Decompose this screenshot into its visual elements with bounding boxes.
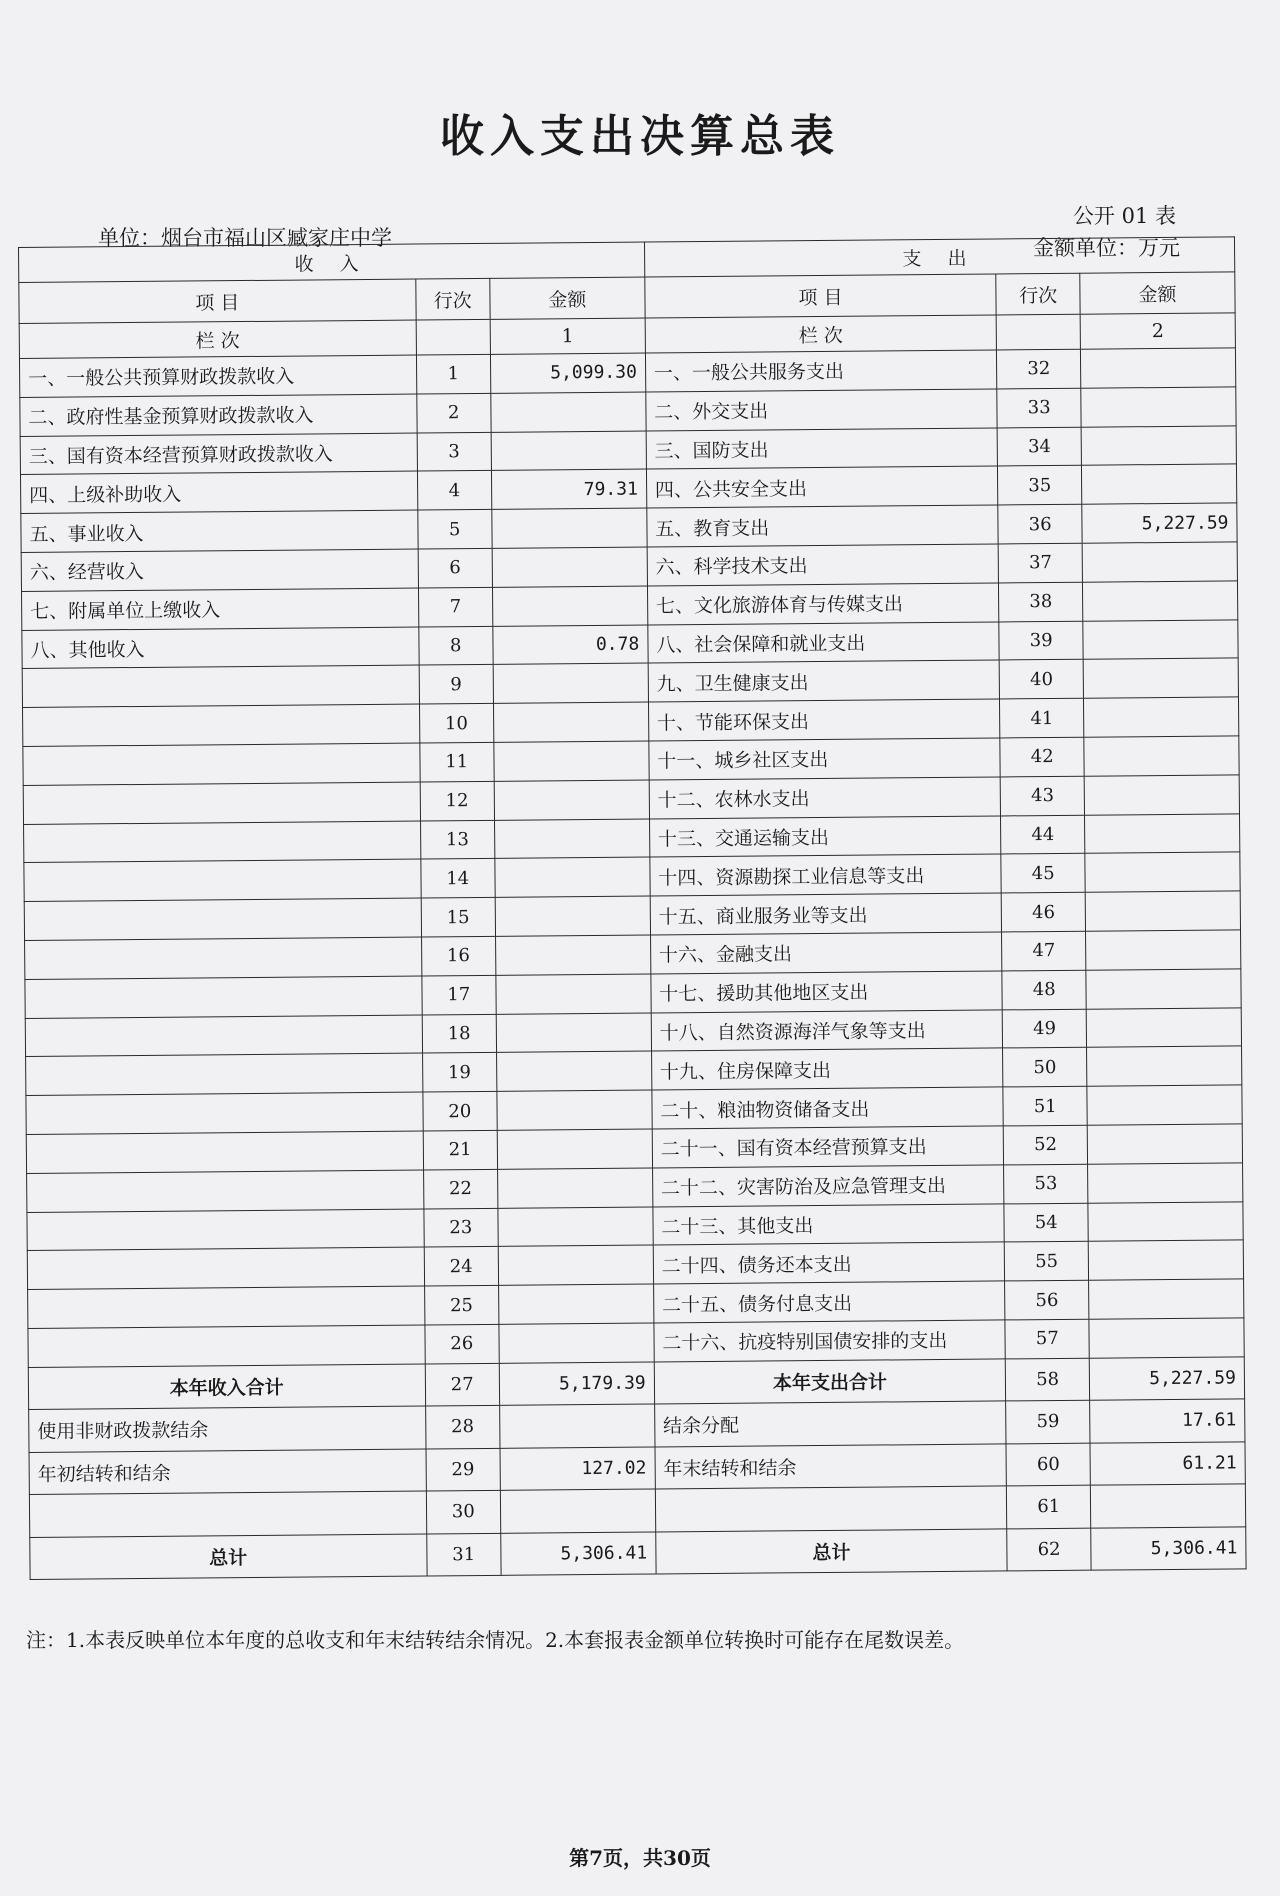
expense-item: 十九、住房保障支出 (651, 1048, 1003, 1090)
expense-header: 支 出 (644, 237, 1235, 277)
expense-item: 十四、资源勘探工业信息等支出 (650, 854, 1002, 896)
income-amount (495, 896, 650, 936)
income-row-no: 21 (423, 1130, 498, 1169)
expense-amount (1084, 775, 1239, 815)
income-row-no: 10 (419, 704, 494, 743)
income-row-no: 11 (419, 742, 494, 781)
summary-expense-item: 总计 (656, 1529, 1008, 1575)
income-column-blank (416, 319, 491, 355)
income-row-no: 25 (424, 1285, 499, 1324)
income-row-no: 1 (416, 354, 491, 393)
summary-expense-item: 本年支出合计 (654, 1359, 1006, 1405)
income-item (24, 898, 421, 940)
income-amount (498, 1284, 653, 1324)
expense-amount-header: 金额 (1080, 272, 1235, 314)
expense-amount (1085, 852, 1240, 892)
expense-row-no: 40 (1000, 660, 1084, 700)
expense-item: 十六、金融支出 (650, 932, 1002, 974)
income-row-no: 15 (421, 898, 496, 937)
summary-expense-row-no: 58 (1006, 1358, 1090, 1401)
income-item-header: 项 目 (19, 279, 416, 323)
income-item (26, 1092, 423, 1134)
expense-amount (1083, 658, 1238, 698)
expense-item: 五、教育支出 (647, 505, 999, 547)
income-item: 二、政府性基金预算财政拨款收入 (20, 394, 417, 436)
income-item: 四、上级补助收入 (20, 471, 417, 513)
expense-item: 二十三、其他支出 (653, 1203, 1005, 1245)
unit-label: 单位：烟台市福山区臧家庄中学 (98, 226, 392, 250)
income-row-no: 17 (421, 975, 496, 1014)
income-item (25, 937, 422, 979)
summary-income-row-no: 28 (425, 1406, 500, 1449)
expense-column-blank (996, 314, 1080, 350)
expense-row-no: 37 (998, 543, 1082, 583)
expense-item: 八、社会保障和就业支出 (648, 622, 1000, 664)
expense-amount (1082, 464, 1237, 504)
expense-column-number: 2 (1080, 313, 1235, 349)
expense-item: 四、公共安全支出 (646, 466, 998, 508)
income-amount (497, 1090, 652, 1130)
expense-amount (1080, 348, 1235, 388)
summary-income-amount (500, 1489, 655, 1533)
expense-row-no: 51 (1003, 1086, 1087, 1126)
income-item: 六、经营收入 (21, 549, 418, 591)
income-row-no: 24 (424, 1247, 499, 1286)
income-amount (492, 547, 647, 587)
income-item (26, 1131, 423, 1173)
expense-item: 九、卫生健康支出 (648, 660, 1000, 702)
expense-amount (1081, 387, 1236, 427)
income-row-no: 3 (417, 432, 492, 471)
expense-item: 一、一般公共服务支出 (645, 350, 997, 392)
summary-income-item: 年初结转和结余 (29, 1449, 426, 1495)
summary-expense-item: 年末结转和结余 (655, 1444, 1007, 1490)
expense-row-no: 56 (1005, 1280, 1089, 1320)
expense-item: 十三、交通运输支出 (649, 816, 1001, 858)
expense-row-no: 49 (1003, 1009, 1087, 1049)
expense-item: 六、科学技术支出 (647, 544, 999, 586)
expense-amount (1086, 930, 1241, 970)
income-amount (494, 780, 649, 820)
expense-amount (1087, 1124, 1242, 1164)
expense-amount (1085, 813, 1240, 853)
expense-item: 十五、商业服务业等支出 (650, 893, 1002, 935)
expense-row-no: 33 (997, 388, 1081, 428)
income-amount: 5,099.30 (490, 353, 645, 393)
income-row-no: 2 (416, 393, 491, 432)
expense-item: 二十二、灾害防治及应急管理支出 (652, 1165, 1004, 1207)
income-amount (495, 857, 650, 897)
income-amount (491, 392, 646, 432)
summary-expense-amount: 61.21 (1090, 1442, 1245, 1486)
summary-income-item: 使用非财政拨款结余 (29, 1406, 426, 1452)
expense-item: 三、国防支出 (646, 428, 998, 470)
expense-amount (1083, 581, 1238, 621)
income-row-no: 9 (419, 665, 494, 704)
income-item (27, 1247, 424, 1289)
statement-table (18, 236, 1247, 1580)
expense-row-no: 35 (998, 466, 1082, 506)
summary-expense-amount: 17.61 (1090, 1399, 1245, 1443)
expense-row-no: 41 (1000, 698, 1084, 738)
expense-row-no: 43 (1001, 776, 1085, 816)
income-amount (496, 974, 651, 1014)
income-amount (496, 1051, 651, 1091)
expense-row-no: 52 (1004, 1125, 1088, 1165)
expense-item: 二十、粮油物资储备支出 (652, 1087, 1004, 1129)
summary-expense-amount: 5,306.41 (1091, 1527, 1246, 1571)
income-amount (494, 741, 649, 781)
expense-amount (1089, 1318, 1244, 1358)
summary-income-item (29, 1491, 426, 1537)
expense-item: 十七、援助其他地区支出 (651, 971, 1003, 1013)
summary-income-amount: 127.02 (500, 1447, 655, 1491)
income-item (28, 1325, 425, 1367)
expense-amount (1088, 1201, 1243, 1241)
expense-amount (1087, 1085, 1242, 1125)
summary-expense-amount: 5,227.59 (1089, 1357, 1244, 1401)
income-amount (498, 1207, 653, 1247)
summary-income-row-no: 29 (426, 1448, 501, 1491)
summary-income-row-no: 27 (425, 1363, 500, 1406)
income-row-no: 19 (422, 1053, 497, 1092)
expense-row-no: 46 (1002, 892, 1086, 932)
income-row-no: 26 (425, 1324, 500, 1363)
income-amount (496, 1013, 651, 1053)
income-row-no: 22 (423, 1169, 498, 1208)
income-item: 三、国有资本经营预算财政拨款收入 (20, 433, 417, 475)
income-item: 七、附属单位上缴收入 (22, 588, 419, 630)
expense-row-no: 45 (1001, 854, 1085, 894)
expense-item: 二十四、债务还本支出 (653, 1242, 1005, 1284)
expense-item: 十二、农林水支出 (649, 777, 1001, 819)
summary-income-item: 本年收入合计 (28, 1364, 425, 1410)
income-row-no-header: 行次 (415, 278, 490, 320)
income-amount: 79.31 (491, 469, 646, 509)
expense-amount (1085, 891, 1240, 931)
summary-income-amount: 5,306.41 (501, 1532, 656, 1576)
income-item: 五、事业收入 (21, 510, 418, 552)
expense-row-no: 57 (1005, 1319, 1089, 1359)
form-code: 公开 01 表 (1072, 204, 1176, 228)
expense-amount (1082, 542, 1237, 582)
expense-row-no-header: 行次 (996, 273, 1080, 315)
income-amount (493, 702, 648, 742)
expense-item-header: 项 目 (645, 274, 997, 318)
expense-row-no: 48 (1002, 970, 1086, 1010)
expense-amount (1083, 619, 1238, 659)
expense-row-no: 38 (999, 582, 1083, 622)
income-row-no: 5 (417, 510, 492, 549)
income-item (23, 782, 420, 824)
income-amount (494, 819, 649, 859)
income-header: 收 入 (19, 242, 645, 282)
income-amount (493, 663, 648, 703)
expense-amount (1087, 1046, 1242, 1086)
income-item (27, 1170, 424, 1212)
summary-expense-item (655, 1486, 1007, 1532)
expense-amount (1088, 1163, 1243, 1203)
expense-item: 二十五、债务付息支出 (653, 1281, 1005, 1323)
expense-row-no: 36 (998, 504, 1082, 544)
income-row-no: 16 (421, 936, 496, 975)
expense-item: 十八、自然资源海洋气象等支出 (651, 1009, 1003, 1051)
income-item (23, 704, 420, 746)
table-note: 注：1.本表反映单位本年度的总收支和年末结转结余情况。2.本套报表金额单位转换时可能存在尾数误差。 (26, 1628, 965, 1652)
expense-item: 二十一、国有资本经营预算支出 (652, 1126, 1004, 1168)
income-row-no: 13 (420, 820, 495, 859)
expense-row-no: 32 (997, 349, 1081, 389)
income-row-no: 18 (422, 1014, 497, 1053)
income-item (22, 665, 419, 707)
expense-row-no: 55 (1005, 1242, 1089, 1282)
income-item (26, 1053, 423, 1095)
expense-column-label: 栏 次 (645, 315, 997, 353)
expense-amount (1081, 425, 1236, 465)
expense-row-no: 54 (1004, 1203, 1088, 1243)
income-column-number: 1 (490, 318, 645, 354)
summary-income-row-no: 31 (426, 1533, 501, 1576)
amount-unit: 金额单位：万元 (1033, 236, 1180, 260)
expense-amount (1086, 969, 1241, 1009)
expense-amount: 5,227.59 (1082, 503, 1237, 543)
summary-income-row-no: 30 (426, 1491, 501, 1534)
expense-row-no: 47 (1002, 931, 1086, 971)
page-title: 收入支出决算总表 (440, 111, 840, 162)
expense-row-no: 53 (1004, 1164, 1088, 1204)
expense-amount (1086, 1007, 1241, 1047)
expense-row-no: 50 (1003, 1048, 1087, 1088)
summary-income-item: 总计 (30, 1534, 427, 1580)
summary-expense-row-no: 61 (1007, 1485, 1091, 1528)
income-item (25, 1015, 422, 1057)
expense-row-no: 44 (1001, 815, 1085, 855)
expense-item: 十、节能环保支出 (648, 699, 1000, 741)
income-row-no: 7 (418, 587, 493, 626)
income-amount: 0.78 (493, 625, 648, 665)
expense-item: 七、文化旅游体育与传媒支出 (647, 583, 999, 625)
income-item (25, 976, 422, 1018)
summary-income-amount (500, 1404, 655, 1448)
expense-row-no: 34 (997, 427, 1081, 467)
income-item (23, 743, 420, 785)
summary-expense-amount (1090, 1484, 1245, 1528)
income-row-no: 23 (424, 1208, 499, 1247)
income-amount (492, 586, 647, 626)
income-item: 八、其他收入 (22, 627, 419, 669)
income-row-no: 8 (418, 626, 493, 665)
summary-expense-row-no: 62 (1007, 1528, 1091, 1571)
expense-amount (1089, 1279, 1244, 1319)
summary-expense-row-no: 59 (1006, 1400, 1090, 1443)
income-amount (495, 935, 650, 975)
income-amount (498, 1245, 653, 1285)
income-row-no: 4 (417, 471, 492, 510)
statement-table-wrapper (18, 236, 1247, 1580)
expense-amount (1088, 1240, 1243, 1280)
expense-item: 十一、城乡社区支出 (649, 738, 1001, 780)
income-amount (497, 1129, 652, 1169)
income-row-no: 20 (422, 1091, 497, 1130)
income-amount (499, 1323, 654, 1363)
income-column-label: 栏 次 (19, 320, 416, 358)
summary-expense-item: 结余分配 (654, 1401, 1006, 1447)
expense-item: 二十六、抗疫特别国债安排的支出 (654, 1320, 1006, 1362)
income-item (24, 821, 421, 863)
income-item: 一、一般公共预算财政拨款收入 (19, 355, 416, 397)
income-item (28, 1286, 425, 1328)
income-row-no: 14 (420, 859, 495, 898)
expense-item: 二、外交支出 (646, 389, 998, 431)
income-row-no: 6 (418, 548, 493, 587)
summary-expense-row-no: 60 (1006, 1443, 1090, 1486)
income-row-no: 12 (420, 781, 495, 820)
expense-row-no: 39 (999, 621, 1083, 661)
expense-amount (1084, 736, 1239, 776)
summary-income-amount: 5,179.39 (499, 1362, 654, 1406)
expense-amount (1084, 697, 1239, 737)
income-amount-header: 金额 (490, 277, 645, 319)
income-item (27, 1209, 424, 1251)
income-amount (497, 1168, 652, 1208)
income-item (24, 859, 421, 901)
income-amount (491, 431, 646, 471)
expense-row-no: 42 (1000, 737, 1084, 777)
income-amount (492, 508, 647, 548)
page-footer: 第7页，共30页 (569, 1846, 711, 1870)
